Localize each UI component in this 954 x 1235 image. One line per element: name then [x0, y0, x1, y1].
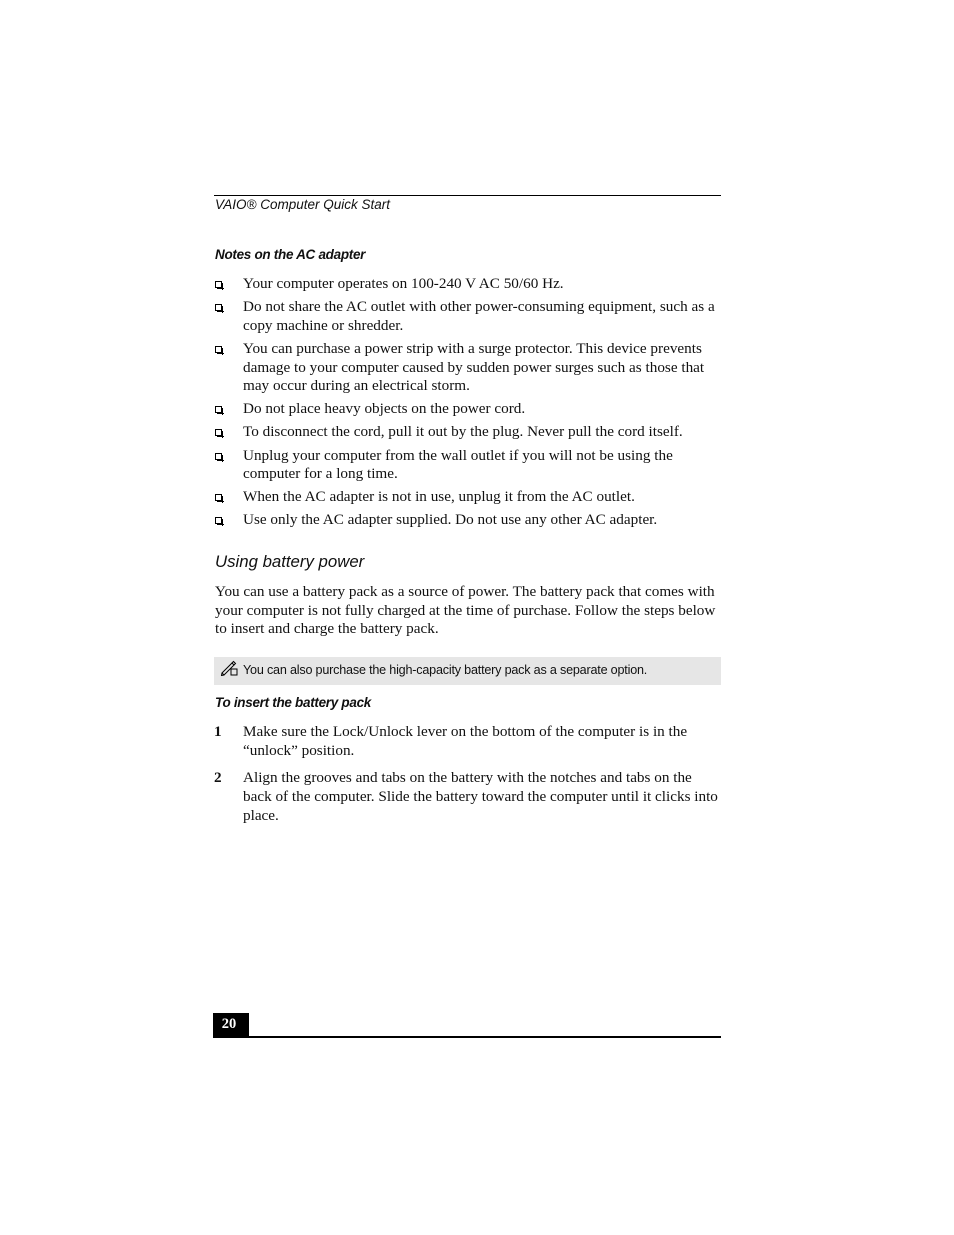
battery-section-heading: Using battery power	[215, 552, 365, 571]
checkbox-bullet-icon	[215, 304, 222, 311]
list-item-text: You can purchase a power strip with a surge protector. This device prevents damage to your computer caused by sudden power surges such as those that may occur during an electrical storm.	[243, 339, 705, 395]
list-item	[214, 423, 722, 442]
checkbox-bullet-icon	[215, 281, 222, 288]
step-item	[214, 769, 722, 825]
step-number: 1	[214, 723, 222, 740]
header-rule	[214, 195, 721, 196]
checkbox-bullet-icon	[215, 346, 222, 353]
step-text: Align the grooves and tabs on the battery with the notches and tabs on the back of the computer. Slide the battery toward the computer until it clicks into place.	[243, 769, 718, 824]
step-item	[214, 723, 722, 760]
running-header: VAIO® Computer Quick Start	[215, 197, 391, 212]
step-text: Make sure the Lock/Unlock lever on the bottom of the computer is in the “unlock” position.	[243, 723, 688, 759]
list-item-text: Do not share the AC outlet with other power-consuming equipment, such as a copy machine or shredder.	[243, 298, 715, 334]
checkbox-bullet-icon	[215, 429, 222, 436]
list-item-text: Your computer operates on 100-240 V AC 50/60 Hz.	[243, 275, 564, 292]
list-item	[214, 275, 722, 294]
procedure-heading: To insert the battery pack	[215, 695, 371, 710]
note-box	[214, 657, 721, 685]
list-item-text: When the AC adapter is not in use, unplug it from the AC outlet.	[243, 488, 635, 506]
ac-adapter-heading: Notes on the AC adapter	[215, 247, 366, 262]
list-item-text: To disconnect the cord, pull it out by the plug. Never pull the cord itself.	[243, 423, 683, 441]
checkbox-bullet-icon	[215, 406, 222, 413]
list-item	[214, 340, 722, 396]
checkbox-bullet-icon	[215, 517, 222, 524]
battery-intro-paragraph: You can use a battery pack as a source of power. The battery pack that comes with your computer is not fully charged at the time of purchase. Follow the steps below to insert and charge the battery pack.	[215, 583, 716, 638]
list-item-text: Do not place heavy objects on the power cord.	[243, 400, 526, 418]
insert-battery-steps	[214, 723, 722, 835]
list-item	[214, 511, 722, 530]
note-text: You can also purchase the high-capacity battery pack as a separate option.	[243, 663, 648, 677]
list-item-text: Use only the AC adapter supplied. Do not use any other AC adapter.	[243, 511, 658, 529]
footer-rule	[213, 1036, 721, 1038]
checkbox-bullet-icon	[215, 494, 222, 501]
list-item	[214, 400, 722, 419]
step-number: 2	[214, 769, 222, 787]
list-item	[214, 488, 722, 507]
list-item	[214, 447, 722, 484]
pencil-note-icon	[220, 660, 238, 676]
checkbox-bullet-icon	[215, 453, 222, 460]
list-item-text: Unplug your computer from the wall outlet if you will not be using the computer for a long time.	[243, 446, 673, 483]
list-item	[214, 298, 722, 335]
page-number: 20	[213, 1013, 249, 1037]
ac-adapter-list	[214, 275, 722, 535]
